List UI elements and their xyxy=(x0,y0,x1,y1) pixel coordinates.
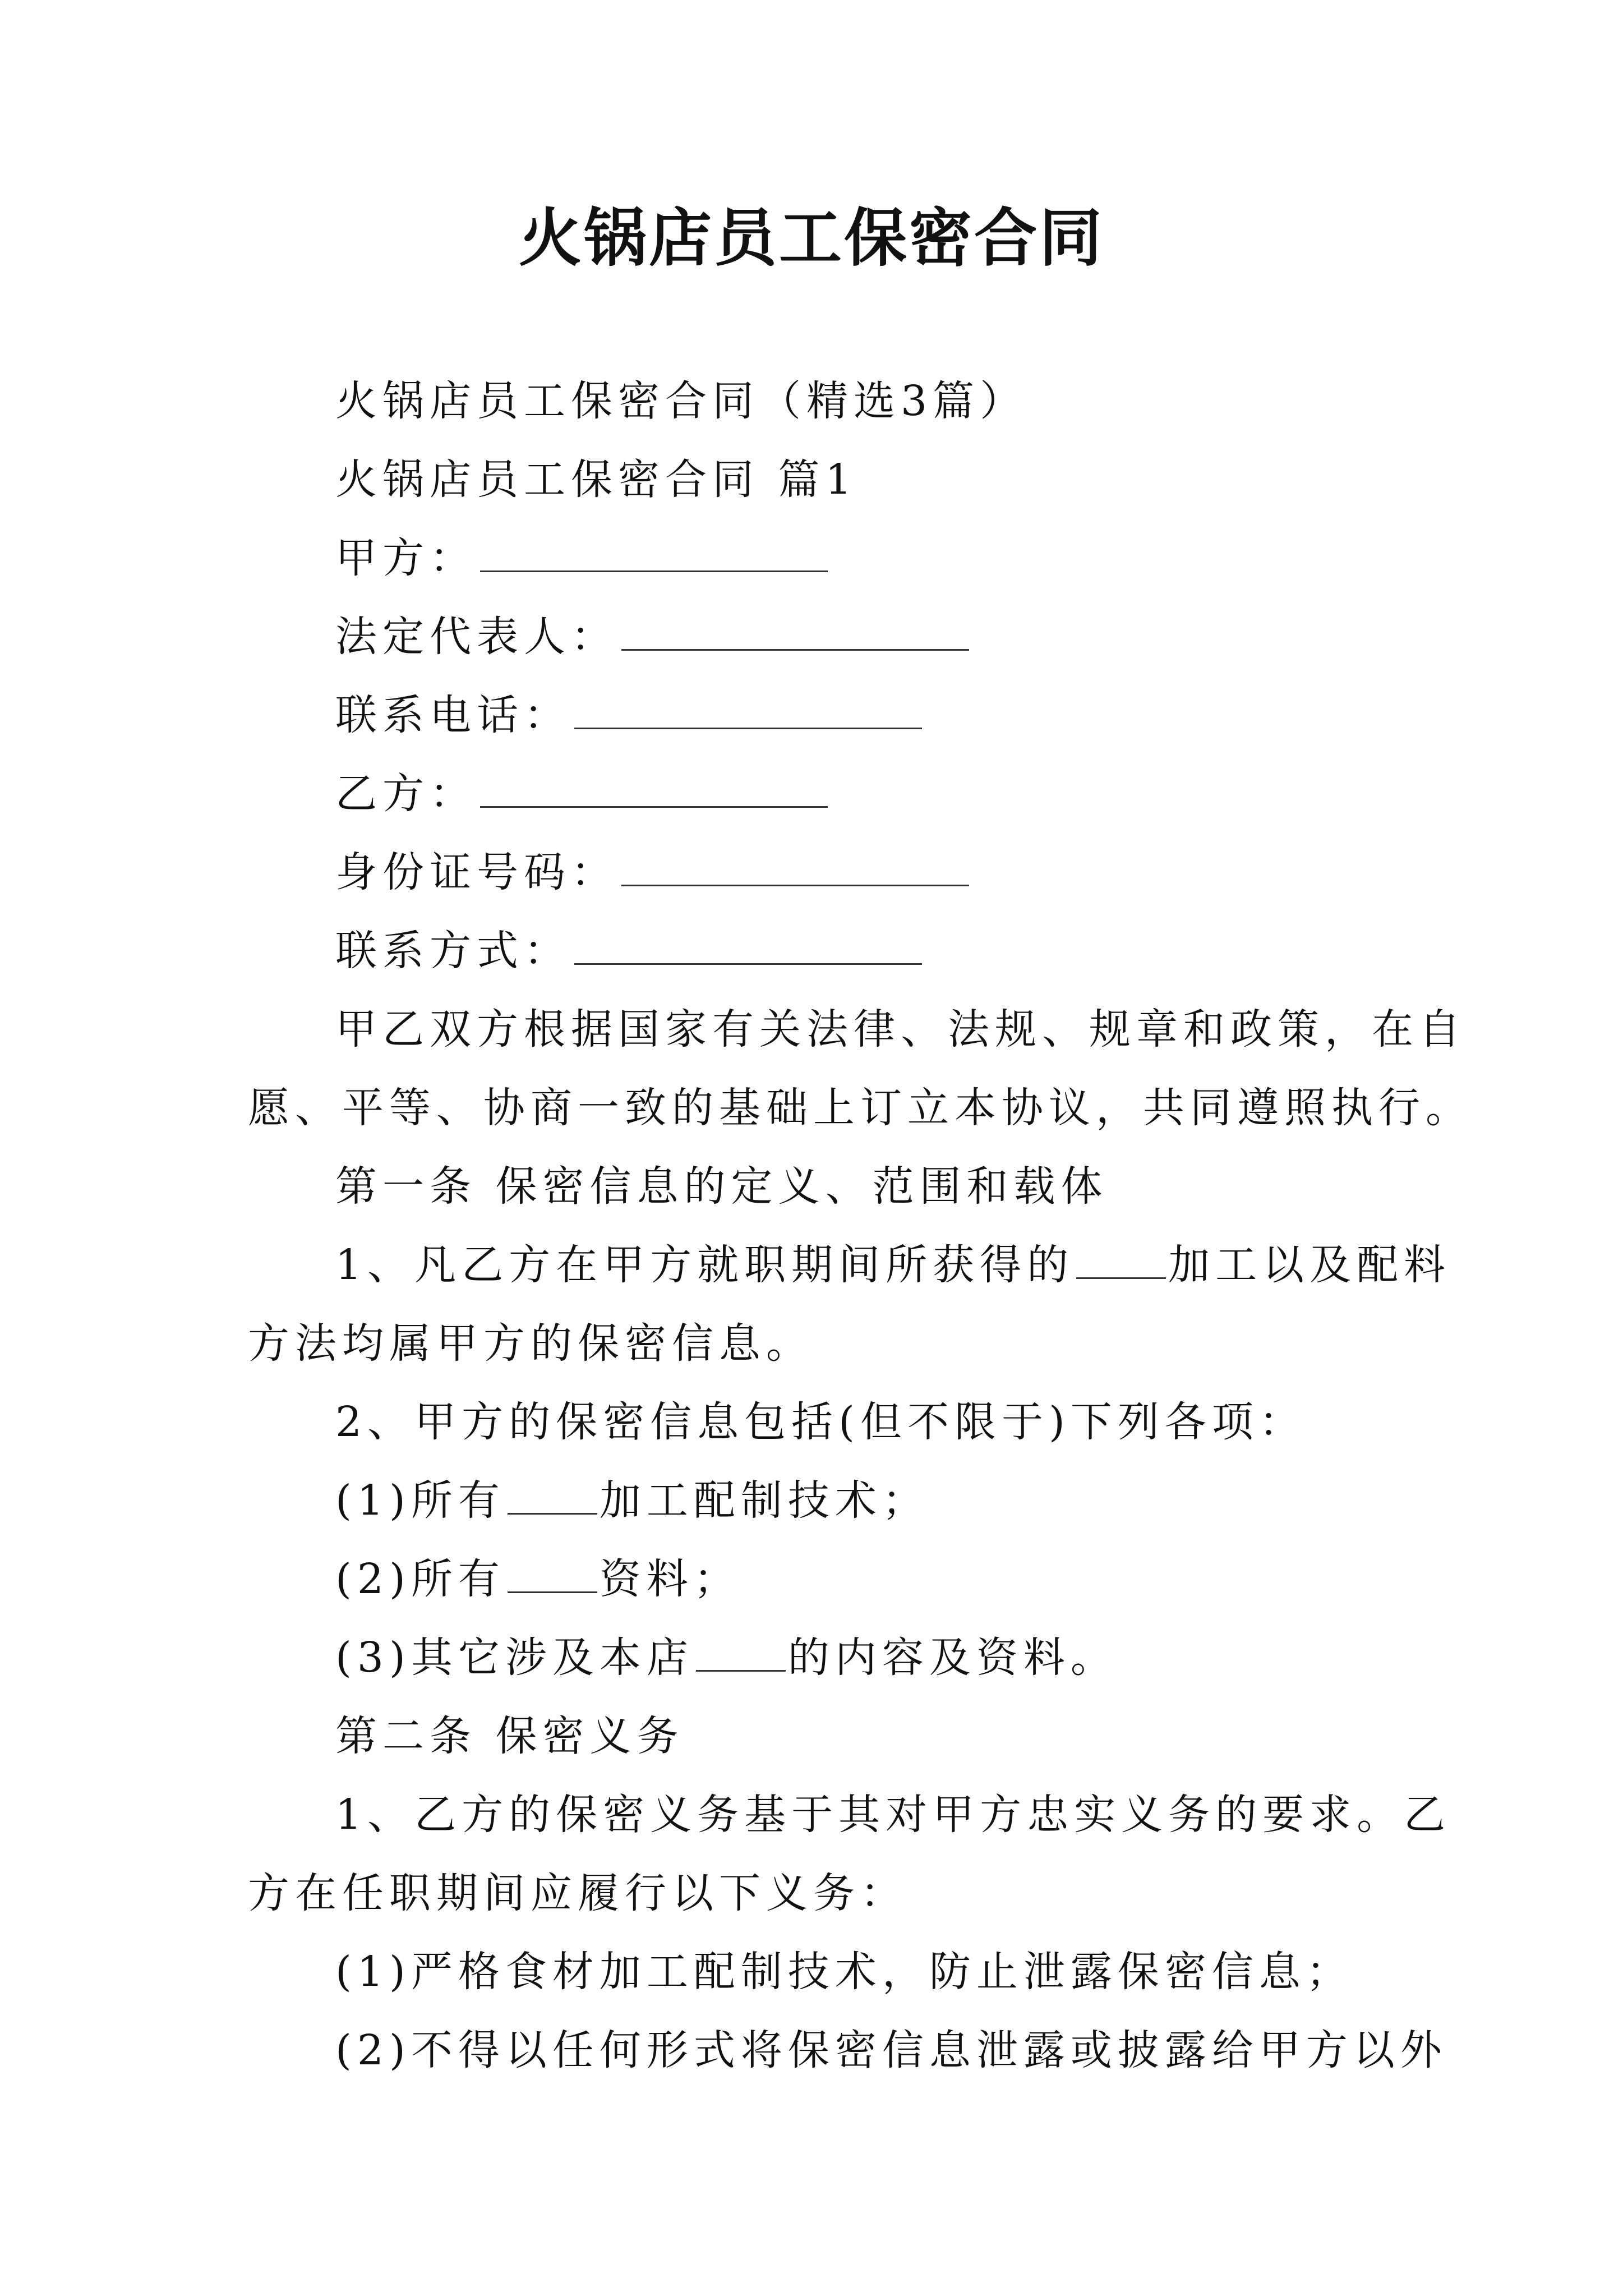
id-number-label: 身份证号码： xyxy=(335,848,618,896)
phone-field xyxy=(335,687,922,743)
id-number-blank xyxy=(621,851,969,886)
contact-field xyxy=(335,923,922,979)
party-a-label: 甲方： xyxy=(335,534,477,582)
party-b-field xyxy=(335,766,828,822)
article2-item1-line1: 1、乙方的保密义务基于其对甲方忠实义务的要求。乙 xyxy=(335,1791,1451,1839)
article2-sub1: (1)严格食材加工配制技术，防止泄露保密信息； xyxy=(335,1948,1353,1996)
intro-paragraph-line2: 愿、平等、协商一致的基础上订立本协议，共同遵照执行。 xyxy=(248,1084,1473,1132)
article1-sub1-text-b: 加工配制技术； xyxy=(599,1476,929,1525)
article1-sub2-text-b: 资料； xyxy=(599,1555,741,1603)
phone-blank xyxy=(574,694,922,729)
article1-item1-blank xyxy=(1076,1244,1166,1279)
article2-item1-line2: 方在任职期间应履行以下义务： xyxy=(248,1869,907,1917)
article1-sub2-text-a: (2)所有 xyxy=(335,1555,505,1603)
party-a-field xyxy=(335,530,828,586)
contact-label: 联系方式： xyxy=(335,927,571,975)
id-number-field xyxy=(335,844,969,900)
document-title: 火锅店员工保密合同 xyxy=(519,201,1104,275)
article2-heading: 第二条 保密义务 xyxy=(335,1712,684,1760)
article2-sub2: (2)不得以任何形式将保密信息泄露或披露给甲方以外 xyxy=(335,2026,1447,2074)
legal-rep-field xyxy=(335,609,969,665)
article1-item1-text-a: 1、凡乙方在甲方就职期间所获得的 xyxy=(335,1241,1075,1289)
article1-sub1 xyxy=(335,1473,929,1529)
document-subtitle: 火锅店员工保密合同（精选3篇） xyxy=(335,377,1027,425)
article1-heading: 第一条 保密信息的定义、范围和载体 xyxy=(335,1162,1108,1211)
contact-blank xyxy=(574,930,922,965)
legal-rep-label: 法定代表人： xyxy=(335,613,618,661)
article1-sub1-blank xyxy=(508,1479,597,1515)
article1-item1-text-b: 加工以及配料 xyxy=(1168,1241,1451,1289)
party-a-blank xyxy=(480,537,828,572)
article1-sub3-blank xyxy=(696,1636,786,1672)
party-b-blank xyxy=(480,772,828,808)
intro-paragraph-line1: 甲乙双方根据国家有关法律、法规、规章和政策，在自 xyxy=(335,1005,1466,1053)
article1-item1-line2: 方法均属甲方的保密信息。 xyxy=(248,1319,813,1368)
article1-sub3-text-a: (3)其它涉及本店 xyxy=(335,1634,694,1682)
article1-sub3 xyxy=(335,1630,1118,1686)
article1-item2: 2、甲方的保密信息包括(但不限于)下列各项： xyxy=(335,1398,1306,1446)
article1-item1-line1 xyxy=(335,1237,1451,1293)
legal-rep-blank xyxy=(621,615,969,651)
article1-sub1-text-a: (1)所有 xyxy=(335,1476,505,1525)
article1-sub2 xyxy=(335,1551,741,1607)
article1-sub3-text-b: 的内容及资料。 xyxy=(787,1634,1118,1682)
article1-sub2-blank xyxy=(508,1558,597,1593)
phone-label: 联系电话： xyxy=(335,691,571,739)
party-b-label: 乙方： xyxy=(335,770,477,818)
section-heading: 火锅店员工保密合同 篇1 xyxy=(335,455,857,504)
